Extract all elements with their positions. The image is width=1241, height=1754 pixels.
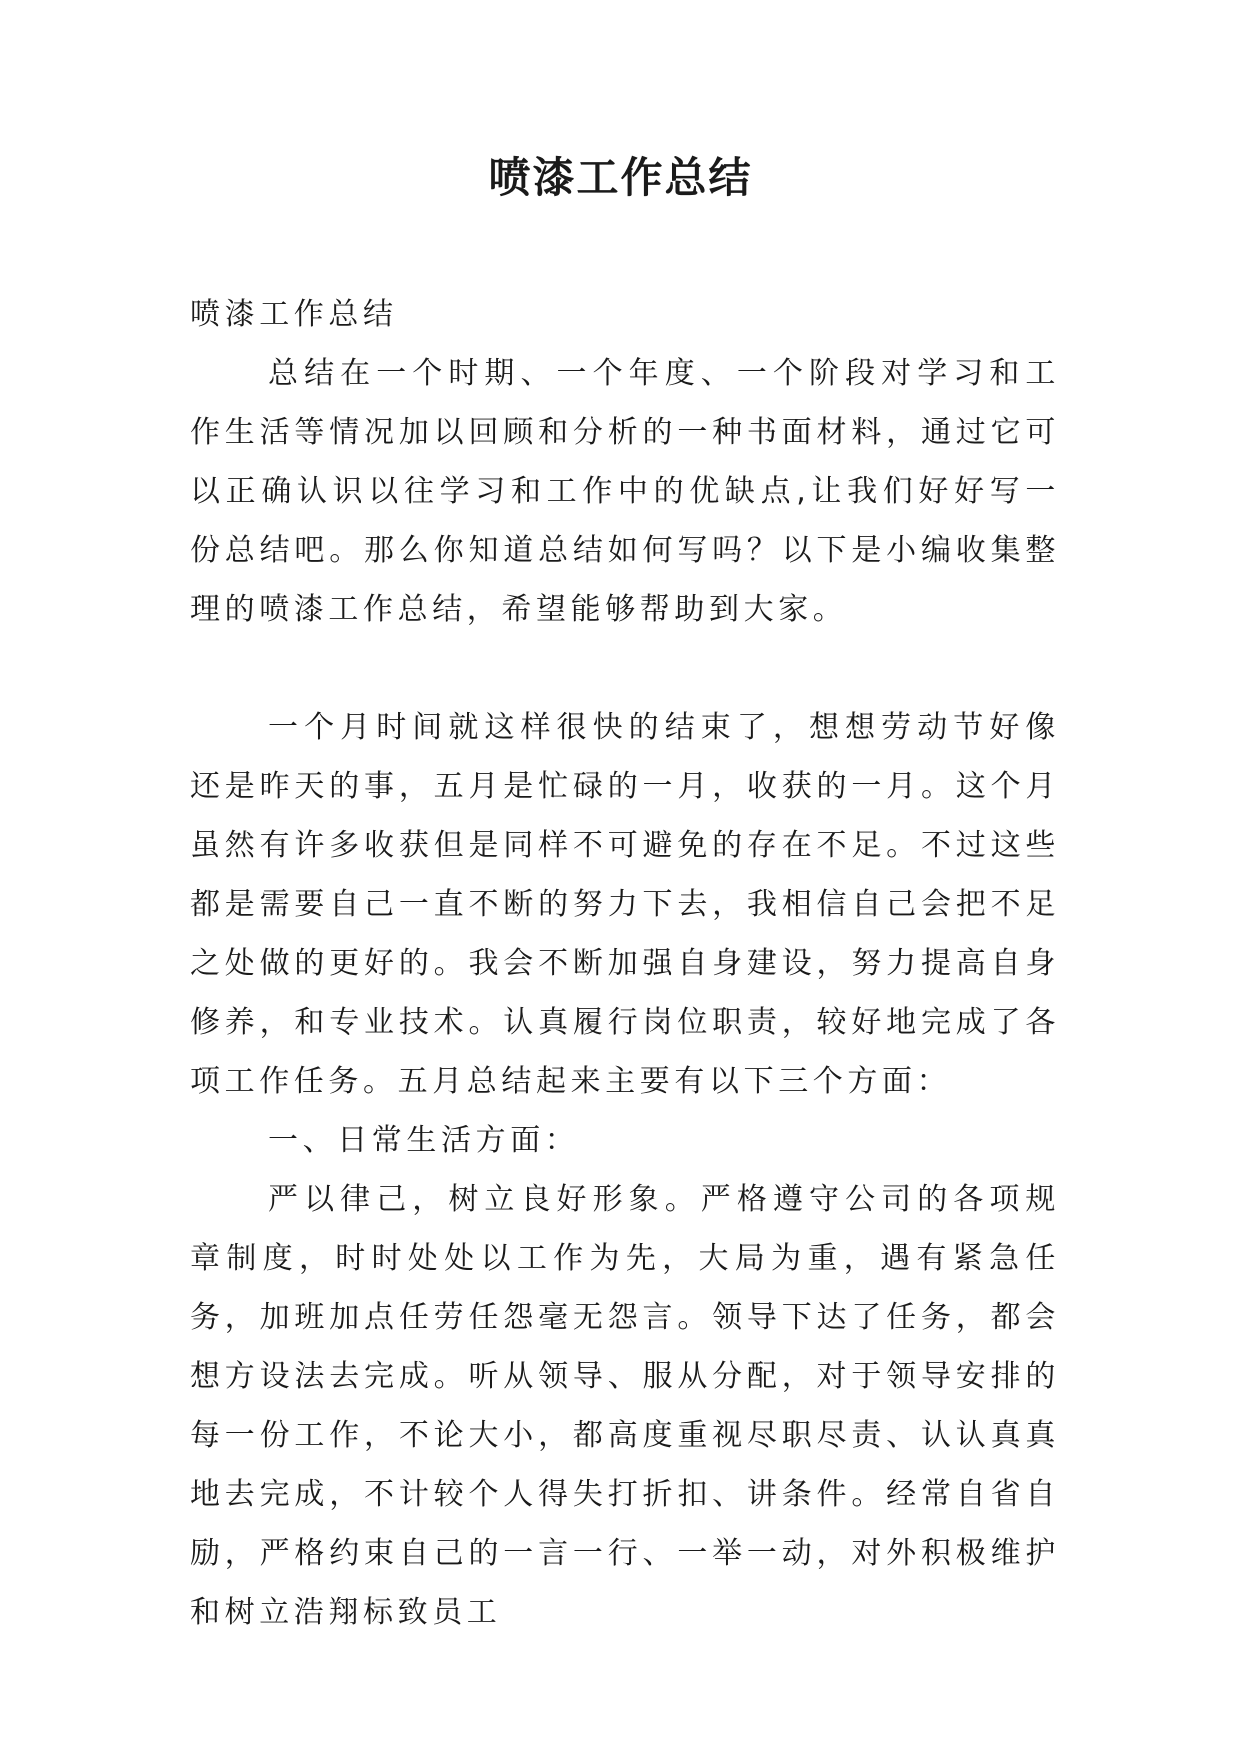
section-heading-daily-life: 一、日常生活方面： (268, 1123, 580, 1158)
document-body (190, 285, 1060, 1642)
document-title: 喷漆工作总结 (488, 153, 753, 202)
paragraph-intro: 总结在一个时期、一个年度、一个阶段对学习和工作生活等情况加以回顾和分析的一种书面材料，通过它可以正确认识以往学习和工作中的优缺点,让我们好好写一份总结吧。那么你知道总结如何写吗？以下是小编收集整理的喷漆工作总结，希望能够帮助到大家。 (190, 356, 1060, 627)
paragraph-month-summary: 一个月时间就这样很快的结束了，想想劳动节好像还是昨天的事，五月是忙碌的一月，收获的一月。这个月虽然有许多收获但是同样不可避免的存在不足。不过这些都是需要自己一直不断的努力下去，我相信自己会把不足之处做的更好的。我会不断加强自身建设，努力提高自身修养，和专业技术。认真履行岗位职责，较好地完成了各项工作任务。五月总结起来主要有以下三个方面： (190, 710, 1060, 1099)
paragraph-self-discipline: 严以律己，树立良好形象。严格遵守公司的各项规章制度，时时处处以工作为先，大局为重，遇有紧急任务，加班加点任劳任怨毫无怨言。领导下达了任务，都会想方设法去完成。听从领导、服从分配，对于领导安排的每一份工作，不论大小，都高度重视尽职尽责、认认真真地去完成，不计较个人得失打折扣、讲条件。经常自省自励，严格约束自己的一言一行、一举一动，对外积极维护和树立浩翔标致员工 (190, 1182, 1060, 1630)
paragraph-gap (190, 639, 1060, 698)
document-subtitle: 喷漆工作总结 (190, 297, 398, 332)
